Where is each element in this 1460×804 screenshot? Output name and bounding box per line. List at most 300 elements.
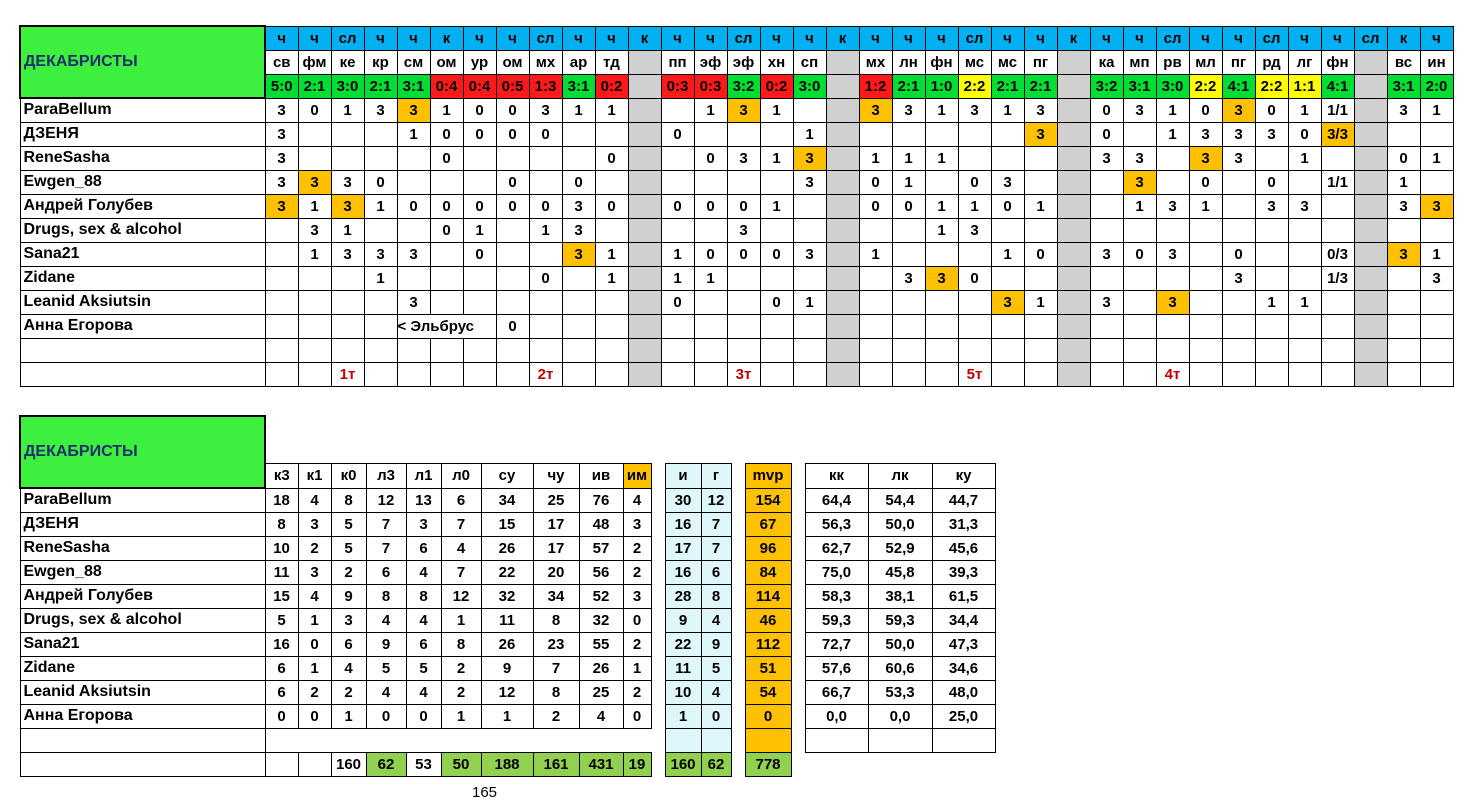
- score-cell: [1156, 266, 1189, 290]
- score-cell: 0: [529, 194, 562, 218]
- empty-cell: [20, 728, 265, 752]
- opponent-code: фн: [925, 50, 958, 74]
- score-cell: [1057, 194, 1090, 218]
- stat-cell: 6: [441, 488, 481, 512]
- score-cell: 3: [1387, 194, 1420, 218]
- empty-cell: [562, 338, 595, 362]
- score-cell: 0: [1189, 98, 1222, 122]
- score-cell: [265, 314, 298, 338]
- match-result: [826, 74, 859, 98]
- match-type: ч: [661, 26, 694, 50]
- match-type: сл: [1255, 26, 1288, 50]
- score-cell: 3: [1024, 98, 1057, 122]
- score-cell: 3: [1156, 242, 1189, 266]
- score-cell: 0: [529, 266, 562, 290]
- opponent-code: [1354, 50, 1387, 74]
- player-name: Анна Егорова: [20, 704, 265, 728]
- stat-cell: 12: [701, 488, 731, 512]
- spacer: [651, 752, 665, 776]
- empty-cell: [892, 338, 925, 362]
- empty-cell: [1024, 338, 1057, 362]
- stat-cell: 31,3: [932, 512, 995, 536]
- empty-cell: [826, 338, 859, 362]
- score-cell: [562, 314, 595, 338]
- stat-header: ку: [932, 463, 995, 488]
- match-result: 3:0: [331, 74, 364, 98]
- match-type: ч: [496, 26, 529, 50]
- score-cell: 1: [1420, 98, 1453, 122]
- score-cell: [1057, 146, 1090, 170]
- score-cell: [1354, 122, 1387, 146]
- score-cell: [463, 266, 496, 290]
- stat-cell: 7: [701, 536, 731, 560]
- stat-cell: 34: [533, 584, 579, 608]
- empty-cell: [661, 338, 694, 362]
- score-cell: 1: [1387, 170, 1420, 194]
- spacer: [731, 536, 745, 560]
- stat-cell: 20: [533, 560, 579, 584]
- stat-cell: 0: [623, 704, 651, 728]
- player-name: Leanid Aksiutsin: [20, 290, 265, 314]
- stat-cell: 34,4: [932, 608, 995, 632]
- score-cell: 3: [727, 218, 760, 242]
- match-result: [1354, 74, 1387, 98]
- score-cell: [529, 170, 562, 194]
- stat-cell: 0: [366, 704, 406, 728]
- score-cell: 3: [1090, 146, 1123, 170]
- empty-cell: [298, 728, 331, 752]
- score-cell: [1321, 314, 1354, 338]
- score-cell: 3: [958, 98, 991, 122]
- stat-header: л0: [441, 463, 481, 488]
- opponent-code: пг: [1024, 50, 1057, 74]
- summary-table: [19, 415, 996, 777]
- stat-header: лк: [868, 463, 932, 488]
- score-cell: 3: [991, 290, 1024, 314]
- spacer: [791, 704, 805, 728]
- score-cell: [793, 218, 826, 242]
- stat-cell: 16: [265, 632, 298, 656]
- stat-cell: 3: [623, 584, 651, 608]
- score-cell: [1387, 314, 1420, 338]
- score-cell: 0: [595, 194, 628, 218]
- score-cell: [1288, 242, 1321, 266]
- stat-cell: 0: [623, 608, 651, 632]
- stat-cell: 48: [579, 512, 623, 536]
- stat-cell: 32: [579, 608, 623, 632]
- score-cell: [628, 194, 661, 218]
- score-cell: 3: [793, 146, 826, 170]
- opponent-code: ом: [496, 50, 529, 74]
- score-cell: [1288, 170, 1321, 194]
- score-cell: 0: [595, 146, 628, 170]
- match-result: 3:1: [397, 74, 430, 98]
- score-cell: 3: [265, 194, 298, 218]
- match-result: 1:0: [925, 74, 958, 98]
- stat-cell: 25: [579, 680, 623, 704]
- stat-cell: 8: [533, 608, 579, 632]
- score-cell: [826, 194, 859, 218]
- spacer: [731, 608, 745, 632]
- score-cell: 0: [1255, 170, 1288, 194]
- score-cell: < Эльбрус: [397, 314, 496, 338]
- stat-cell: 26: [579, 656, 623, 680]
- score-cell: [430, 290, 463, 314]
- opponent-code: ом: [430, 50, 463, 74]
- stat-cell: 25,0: [932, 704, 995, 728]
- score-cell: [265, 218, 298, 242]
- stat-cell: 2: [298, 680, 331, 704]
- score-cell: 1: [1288, 98, 1321, 122]
- empty-cell: [364, 362, 397, 386]
- score-cell: 0: [1123, 242, 1156, 266]
- score-cell: 0: [1090, 122, 1123, 146]
- score-cell: [298, 122, 331, 146]
- score-cell: [958, 290, 991, 314]
- score-cell: 0: [859, 170, 892, 194]
- score-cell: [661, 314, 694, 338]
- score-cell: [595, 290, 628, 314]
- score-cell: [694, 314, 727, 338]
- spacer: [651, 560, 665, 584]
- stat-cell: 6: [701, 560, 731, 584]
- stat-cell: 11: [481, 608, 533, 632]
- score-cell: [1354, 266, 1387, 290]
- score-cell: 0: [694, 242, 727, 266]
- score-cell: 3: [793, 242, 826, 266]
- score-cell: [1123, 266, 1156, 290]
- stat-cell: 30: [665, 488, 701, 512]
- score-cell: 0: [529, 122, 562, 146]
- score-cell: 3: [265, 170, 298, 194]
- score-cell: [496, 218, 529, 242]
- score-cell: 0: [1090, 98, 1123, 122]
- player-name: Drugs, sex & alcohol: [20, 218, 265, 242]
- match-result: 2:1: [892, 74, 925, 98]
- match-result: 3:2: [727, 74, 760, 98]
- score-cell: 0: [430, 218, 463, 242]
- score-cell: [496, 290, 529, 314]
- spacer: [791, 752, 805, 776]
- match-type: ч: [298, 26, 331, 50]
- empty-cell: [958, 338, 991, 362]
- score-cell: [1189, 242, 1222, 266]
- empty-cell: [496, 362, 529, 386]
- score-cell: [859, 122, 892, 146]
- stat-cell: 10: [265, 536, 298, 560]
- score-cell: [1387, 290, 1420, 314]
- score-cell: [1321, 194, 1354, 218]
- empty-cell: [463, 362, 496, 386]
- stat-cell: 4: [366, 680, 406, 704]
- empty-cell: [430, 362, 463, 386]
- score-cell: 0: [364, 170, 397, 194]
- score-cell: [1222, 218, 1255, 242]
- score-cell: [760, 266, 793, 290]
- score-cell: [1090, 218, 1123, 242]
- spacer: [791, 536, 805, 560]
- match-result: 0:3: [694, 74, 727, 98]
- stat-cell: 67: [745, 512, 791, 536]
- score-cell: 1: [364, 194, 397, 218]
- player-name: Андрей Голубев: [20, 584, 265, 608]
- stat-cell: 7: [441, 560, 481, 584]
- score-cell: [1156, 314, 1189, 338]
- score-cell: [364, 122, 397, 146]
- score-cell: 3: [265, 98, 298, 122]
- score-cell: [364, 314, 397, 338]
- spacer: [731, 632, 745, 656]
- empty-cell: [533, 728, 579, 752]
- stat-cell: 1: [665, 704, 701, 728]
- match-type: к: [1387, 26, 1420, 50]
- score-cell: 1: [760, 98, 793, 122]
- score-cell: 3: [1123, 146, 1156, 170]
- score-cell: 0: [463, 242, 496, 266]
- empty-cell: [1189, 338, 1222, 362]
- score-cell: [1057, 290, 1090, 314]
- score-cell: [331, 122, 364, 146]
- spacer: [932, 416, 995, 463]
- stat-cell: 4: [441, 536, 481, 560]
- total-cell: 53: [406, 752, 441, 776]
- opponent-code: [1057, 50, 1090, 74]
- stat-cell: 16: [665, 560, 701, 584]
- stat-cell: 9: [481, 656, 533, 680]
- player-name: Sana21: [20, 632, 265, 656]
- opponent-code: тд: [595, 50, 628, 74]
- spacer: [298, 416, 331, 463]
- stat-cell: 22: [481, 560, 533, 584]
- stat-header: mvp: [745, 463, 791, 488]
- empty-cell: [868, 728, 932, 752]
- stat-cell: 1: [298, 608, 331, 632]
- stat-cell: 6: [406, 632, 441, 656]
- team-title: ДЕКАБРИСТЫ: [20, 416, 265, 488]
- opponent-code: фм: [298, 50, 331, 74]
- match-result: 2:1: [1024, 74, 1057, 98]
- score-cell: [1057, 98, 1090, 122]
- stat-cell: 2: [441, 680, 481, 704]
- score-cell: [628, 218, 661, 242]
- score-cell: 1: [595, 242, 628, 266]
- stat-cell: 62,7: [805, 536, 868, 560]
- stat-cell: 3: [406, 512, 441, 536]
- score-cell: [1189, 266, 1222, 290]
- score-cell: 3: [265, 146, 298, 170]
- match-type: сл: [958, 26, 991, 50]
- spacer: [731, 728, 745, 752]
- player-row: [20, 314, 1453, 338]
- total-cell: 62: [366, 752, 406, 776]
- score-cell: 0: [496, 170, 529, 194]
- score-cell: 0: [430, 122, 463, 146]
- score-cell: 3: [562, 218, 595, 242]
- score-cell: [859, 266, 892, 290]
- score-cell: 0: [892, 194, 925, 218]
- empty-cell: [1387, 338, 1420, 362]
- stat-header: кк: [805, 463, 868, 488]
- opponent-code: кр: [364, 50, 397, 74]
- opponent-code: ке: [331, 50, 364, 74]
- stat-cell: 59,3: [805, 608, 868, 632]
- score-cell: 0: [562, 170, 595, 194]
- score-cell: [826, 290, 859, 314]
- score-cell: [760, 122, 793, 146]
- spacer: [791, 512, 805, 536]
- stat-cell: 1: [441, 704, 481, 728]
- empty-cell: [727, 338, 760, 362]
- score-cell: [694, 122, 727, 146]
- total-cell: 62: [701, 752, 731, 776]
- opponent-code: мх: [529, 50, 562, 74]
- score-cell: [793, 266, 826, 290]
- score-cell: [694, 170, 727, 194]
- match-result: 4:1: [1222, 74, 1255, 98]
- score-cell: 3: [397, 290, 430, 314]
- stat-cell: 7: [441, 512, 481, 536]
- spacer: [731, 752, 745, 776]
- stat-header: к0: [331, 463, 366, 488]
- stat-cell: 2: [298, 536, 331, 560]
- stat-cell: 0: [406, 704, 441, 728]
- score-cell: 3: [1156, 290, 1189, 314]
- score-cell: 3: [1090, 242, 1123, 266]
- match-type: ч: [1024, 26, 1057, 50]
- score-cell: 0: [991, 194, 1024, 218]
- score-cell: 1: [364, 266, 397, 290]
- score-cell: 0: [463, 98, 496, 122]
- empty-cell: [1123, 338, 1156, 362]
- stat-cell: 23: [533, 632, 579, 656]
- score-cell: 3: [1024, 122, 1057, 146]
- score-cell: [925, 242, 958, 266]
- separator-k: к: [628, 26, 661, 50]
- spacer: [651, 656, 665, 680]
- stat-cell: 0: [745, 704, 791, 728]
- score-cell: [1156, 170, 1189, 194]
- score-cell: 1: [859, 242, 892, 266]
- score-cell: [991, 218, 1024, 242]
- player-name: Zidane: [20, 266, 265, 290]
- spacer: [533, 416, 579, 463]
- total-cell: 161: [533, 752, 579, 776]
- stat-cell: 8: [533, 680, 579, 704]
- score-cell: [1354, 170, 1387, 194]
- score-cell: 3: [1189, 122, 1222, 146]
- empty-cell: [1255, 362, 1288, 386]
- empty-cell: [1420, 362, 1453, 386]
- empty-cell: [364, 338, 397, 362]
- score-cell: [1387, 218, 1420, 242]
- stat-cell: 60,6: [868, 656, 932, 680]
- score-cell: 3: [1222, 122, 1255, 146]
- empty-cell: [925, 362, 958, 386]
- stat-cell: 12: [441, 584, 481, 608]
- stat-header: су: [481, 463, 533, 488]
- score-cell: [298, 266, 331, 290]
- score-cell: 1: [1420, 146, 1453, 170]
- score-cell: [1090, 170, 1123, 194]
- match-type: к: [430, 26, 463, 50]
- match-type: сл: [529, 26, 562, 50]
- stat-cell: 0,0: [805, 704, 868, 728]
- tour-label: 4т: [1156, 362, 1189, 386]
- empty-cell: [793, 338, 826, 362]
- empty-cell: [628, 338, 661, 362]
- match-result: 3:1: [1123, 74, 1156, 98]
- opponent-code: мп: [1123, 50, 1156, 74]
- stat-cell: 38,1: [868, 584, 932, 608]
- score-cell: [1024, 146, 1057, 170]
- empty-cell: [397, 362, 430, 386]
- stat-cell: 7: [701, 512, 731, 536]
- match-type: ч: [694, 26, 727, 50]
- score-cell: [628, 314, 661, 338]
- score-cell: 0: [694, 146, 727, 170]
- stat-cell: 54,4: [868, 488, 932, 512]
- score-cell: [1057, 218, 1090, 242]
- spacer: [651, 608, 665, 632]
- score-cell: 1/1: [1321, 170, 1354, 194]
- match-type: ч: [991, 26, 1024, 50]
- stat-cell: 4: [701, 680, 731, 704]
- score-cell: 3: [331, 170, 364, 194]
- empty-cell: [406, 728, 441, 752]
- score-cell: [298, 314, 331, 338]
- score-cell: 1: [1156, 98, 1189, 122]
- score-cell: 1: [430, 98, 463, 122]
- stat-cell: 64,4: [805, 488, 868, 512]
- score-cell: 1: [595, 266, 628, 290]
- empty-cell: [859, 362, 892, 386]
- spacer: [579, 416, 623, 463]
- stat-cell: 2: [533, 704, 579, 728]
- score-cell: [1420, 218, 1453, 242]
- score-cell: [1387, 266, 1420, 290]
- empty-cell: [826, 362, 859, 386]
- score-cell: 3: [529, 98, 562, 122]
- score-cell: [793, 194, 826, 218]
- spacer: [651, 584, 665, 608]
- stat-cell: 2: [623, 680, 651, 704]
- score-cell: 1: [1024, 194, 1057, 218]
- empty-cell: [760, 338, 793, 362]
- score-cell: [1222, 170, 1255, 194]
- stat-cell: 3: [298, 560, 331, 584]
- empty-cell: [1090, 338, 1123, 362]
- spacer: [791, 680, 805, 704]
- stat-cell: 44,7: [932, 488, 995, 512]
- total-cell: 50: [441, 752, 481, 776]
- stat-cell: 8: [366, 584, 406, 608]
- opponent-code: ка: [1090, 50, 1123, 74]
- spacer: [651, 680, 665, 704]
- score-cell: 1: [298, 194, 331, 218]
- score-cell: [595, 218, 628, 242]
- empty-cell: [595, 338, 628, 362]
- opponent-code: ур: [463, 50, 496, 74]
- score-cell: 0: [661, 290, 694, 314]
- match-result: 0:3: [661, 74, 694, 98]
- stat-cell: 15: [481, 512, 533, 536]
- stat-cell: 72,7: [805, 632, 868, 656]
- stat-cell: 11: [665, 656, 701, 680]
- empty-cell: [665, 728, 701, 752]
- stat-cell: 39,3: [932, 560, 995, 584]
- footnote: 165: [472, 784, 498, 801]
- empty-cell: [1354, 362, 1387, 386]
